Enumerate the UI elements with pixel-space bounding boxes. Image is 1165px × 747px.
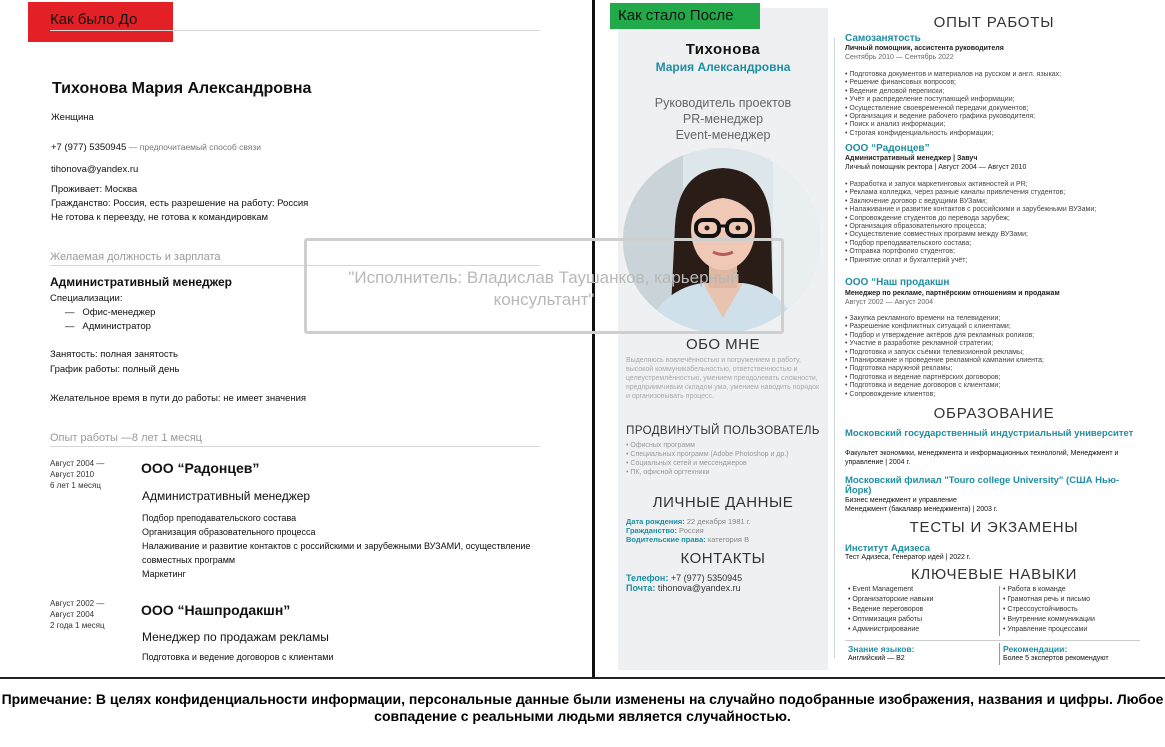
education-details: Факультет экономики, менеджмента и информационных технологий, Менеджмент и управление | 2004 г. (845, 450, 1119, 466)
job-duties: • Подготовка документов и материалов на русском и англ. языках; • Решение финансовых вопросов; • Ведение деловой переписки; • Учёт и распределение поступающей информации; • Осуществление своевременной передачи документов; • Организация и ведение рабочего графика руководителя; • Поиск и анализ информации; • Строгая конфиденциальность информации; (845, 71, 1062, 137)
gender: Женщина (51, 112, 94, 123)
resume-sheet (618, 8, 1143, 670)
education-school: Московский филиал "Touro college University" (США Нью-Йорк) (845, 475, 1120, 496)
recommendations-value: Более 5 экспертов рекомендуют (1003, 655, 1109, 662)
job-dates (50, 598, 105, 631)
test-details: Тест Адизеса, Генератор идей | 2022 г. (845, 554, 971, 561)
employment-type: Занятость: полная занятость (50, 349, 178, 360)
date-to: Август 2010 (50, 470, 95, 479)
job-dates (50, 458, 104, 491)
contacts-heading: КОНТАКТЫ (680, 550, 766, 567)
contact-value: tihonova@yandex.ru (657, 583, 741, 593)
skills-list-right: • Работа в команде • Грамотная речь и письмо • Стрессоустойчивость • Внутренние коммуникации • Управление процессами (1003, 586, 1095, 633)
personal-row (626, 535, 749, 544)
education-details: Бизнес менеджмент и управление Менеджмент (бакалавр менеджмента) | 2003 г. (845, 497, 998, 513)
contact-value: +7 (977) 5350945 (670, 573, 743, 583)
job-duties: Подбор преподавательского состава Организация образовательного процесса Налаживание и развитие контактов с российскими и зарубежными ВУЗАМИ, осуществление совместных программ Маркетинг (142, 513, 531, 579)
job-role: Личный помощник, ассистента руководителя (845, 45, 1004, 52)
divider-line (50, 30, 540, 31)
company-name: ООО “Радонцев” (845, 143, 930, 154)
contact-row (626, 573, 742, 583)
education-heading: ОБРАЗОВАНИЕ (933, 405, 1055, 422)
job-dates: Сентябрь 2010 — Сентябрь 2022 (845, 54, 954, 61)
desired-position: Административный менеджер (50, 275, 232, 289)
job-role: Административный менеджер (142, 489, 311, 503)
skills-divider (999, 586, 1000, 636)
contact-row (626, 583, 741, 593)
duration: 6 лет 1 месяц (50, 481, 101, 490)
watermark: "Исполнитель: Владислав Таушанков, карьерный консультант" (304, 238, 784, 334)
job-title: Event-менеджер (675, 128, 771, 142)
after-tag: Как стало После (610, 3, 760, 29)
job-role: Административный менеджер | Завуч (845, 155, 978, 162)
about-heading: ОБО МНЕ (685, 336, 760, 353)
duration: 2 года 1 месяц (50, 621, 105, 630)
experience-heading: ОПЫТ РАБОТЫ (933, 14, 1055, 31)
about-text: Выделяюсь вовлечённостью и погружением в работу, высокой коммуникабельностью, ответственностью и целеустремлённостью, умением преодолевать сложности, предприимчивым складом ума, умением наводить порядок и организовывать процесс. (626, 357, 820, 400)
specialization-item: — Офис-менеджер (65, 307, 156, 318)
date-from: Август 2004 — (50, 459, 105, 468)
personal-value: Россия (679, 526, 704, 535)
contact-label: Телефон: (626, 573, 669, 583)
job-title: Руководитель проектов (654, 96, 792, 110)
company-name: Самозанятость (845, 33, 921, 44)
date-from: Август 2002 — (50, 599, 105, 608)
skills-list-left: • Event Management • Организаторские навыки • Ведение переговоров • Оптимизация работы • Администрирование (848, 586, 934, 633)
footer-note: Примечание: В целях конфиденциальности информации, персональные данные были изменены на случайно подобранные изображения, названия и цифры. Любое совпадение с реальными людьми является случайностью. (0, 677, 1165, 747)
desired-position-heading: Желаемая должность и зарплата (50, 251, 221, 263)
specialization-text: Офис-менеджер (82, 307, 156, 318)
personal-label: Дата рождения: (626, 517, 685, 526)
date-to: Август 2004 (50, 610, 95, 619)
personal-value: категория В (707, 535, 750, 544)
advanced-user-list: • Офисных программ • Специальных программ (Adobe Photoshop и др.) • Социальных сетей и мессенджеров • ПК, офисной оргтехники (626, 442, 789, 476)
test-org: Институт Адизеса (845, 543, 931, 554)
company-name: ООО “Радонцев” (141, 460, 260, 476)
languages-value: Английский — B2 (848, 655, 905, 662)
company-name: ООО “Нашпродакшн” (141, 602, 291, 618)
resume-given-names: Мария Александровна (655, 60, 791, 74)
job-title: PR-менеджер (682, 112, 764, 126)
specializations-label: Специализации: (50, 293, 123, 304)
divider-line (50, 446, 540, 447)
job-dates: Личный помощник ректора | Август 2004 — Август 2010 (845, 164, 1027, 171)
travel-time: Желательное время в пути до работы: не имеет значения (50, 393, 307, 404)
before-resume-panel (0, 0, 592, 675)
job-dates: Август 2002 — Август 2004 (845, 299, 934, 306)
personal-label: Гражданство: (626, 526, 677, 535)
experience-heading: Опыт работы —8 лет 1 месяц (50, 432, 202, 444)
personal-row (626, 517, 751, 526)
phone-note: — предпочитаемый способ связи (128, 142, 262, 152)
company-name: ООО “Наш продакшн (845, 277, 950, 288)
bottom-divider (999, 643, 1000, 665)
skills-heading: КЛЮЧЕВЫЕ НАВЫКИ (910, 566, 1078, 583)
recommendations-label: Рекомендации: (1003, 644, 1068, 654)
column-divider (834, 38, 835, 658)
personal-data-heading: ЛИЧНЫЕ ДАННЫЕ (652, 494, 794, 511)
divider-line (845, 640, 1140, 641)
specialization-text: Администратор (82, 321, 151, 332)
job-role: Менеджер по рекламе, партнёрским отношениям и продажам (845, 290, 1060, 297)
education-school: Московский государственный индустриальный университет (845, 428, 1134, 439)
job-duties: Подготовка и ведение договоров с клиентами (142, 652, 334, 662)
after-resume-panel (595, 0, 1165, 675)
citizenship: Гражданство: Россия, есть разрешение на работу: Россия (51, 198, 309, 209)
phone (51, 142, 261, 153)
work-schedule: График работы: полный день (50, 364, 180, 375)
advanced-user-heading: ПРОДВИНУТЫЙ ПОЛЬЗОВАТЕЛЬ (626, 425, 820, 437)
email: tihonova@yandex.ru (51, 164, 139, 175)
resume-surname: Тихонова (685, 41, 761, 58)
job-duties: • Разработка и запуск маркетинговых активностей и PR; • Реклама колледжа, через разные каналы привлечения студентов; • Заключение договор с ведущими ВУЗами; • Налаживание и развитие контактов с российскими и зарубежными ВУЗами; • Сопровождение студентов до перевода зарубеж; • Организация образовательного процесса; • Осуществление совместных программ между ВУЗами; • Подбор преподавательского состава; • Отправка портфолио студентов; • Принятие оплат и бухгалтерий учёт; (845, 181, 1097, 264)
candidate-name: Тихонова Мария Александровна (52, 80, 312, 97)
personal-label: Водительские права: (626, 535, 706, 544)
job-duties: • Закупка рекламного времени на телевидении; • Разрешение конфликтных ситуаций с клиентами; • Подбор и утверждение актёров для рекламных роликов; • Участие в разработке рекламной стратегии; • Подготовка и запуск съёмки телевизионной рекламы; • Планирование и проведение рекламной кампании клиента; • Подготовка наружной рекламы; • Подготовка и ведение партнёрских договоров; • Подготовка и ведение договоров с клиентами; • Сопровождение клиентов; (845, 315, 1044, 398)
relocation: Не готова к переезду, не готова к командировкам (51, 212, 269, 223)
job-role: Менеджер по продажам рекламы (142, 630, 329, 644)
before-tag: Как было До (28, 2, 173, 42)
personal-value: 22 декабря 1981 г. (686, 517, 751, 526)
phone-number: +7 (977) 5350945 (51, 142, 127, 153)
tests-heading: ТЕСТЫ И ЭКЗАМЕНЫ (909, 519, 1079, 536)
languages-label: Знание языков: (848, 644, 915, 654)
city: Проживает: Москва (51, 184, 138, 195)
specialization-item: — Администратор (65, 321, 151, 332)
contact-label: Почта: (626, 583, 656, 593)
personal-row (626, 526, 704, 535)
